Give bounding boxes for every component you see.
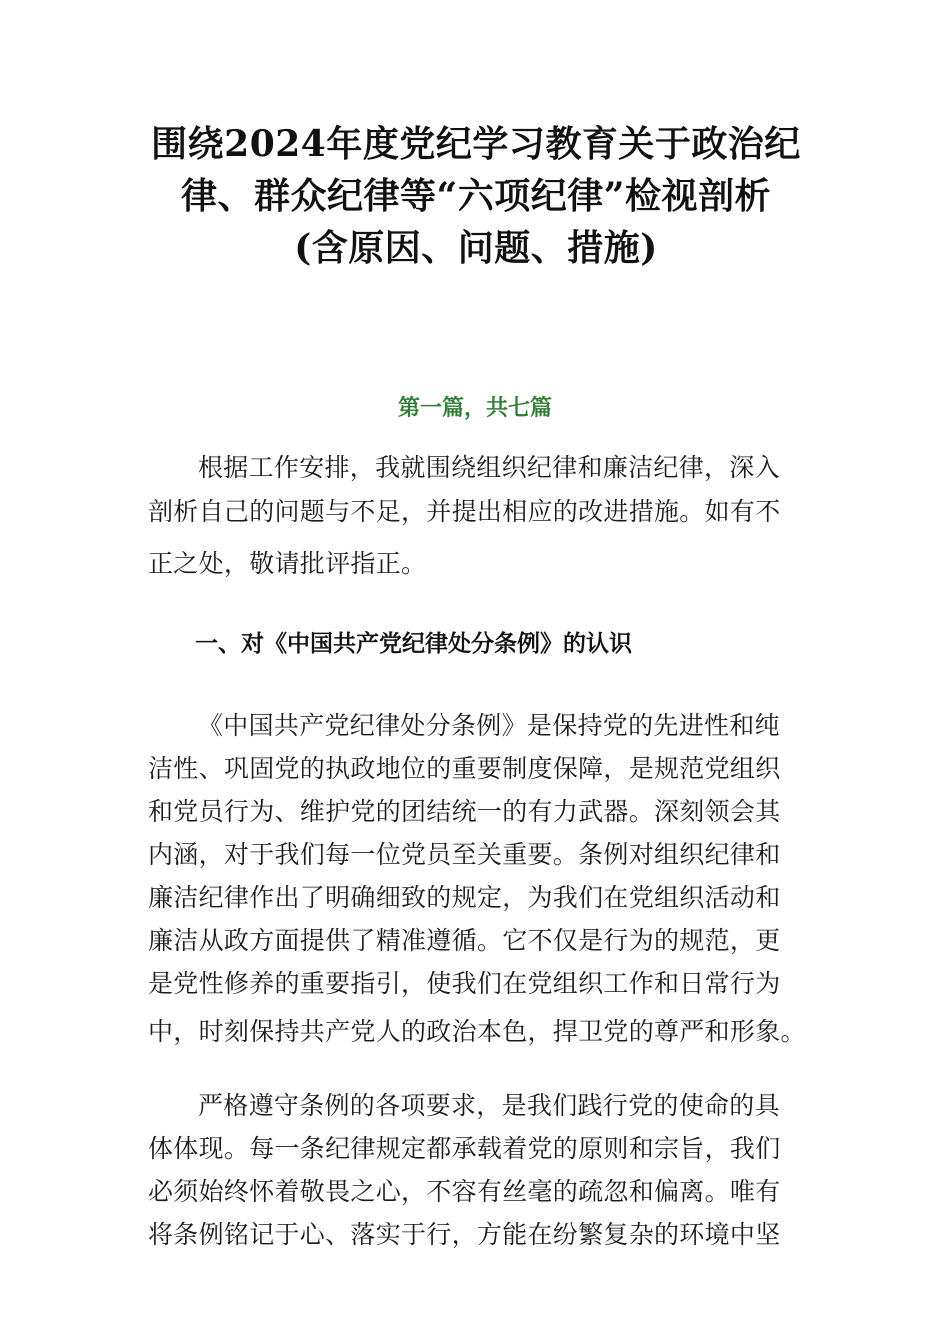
paragraph-line: 《中国共产党纪律处分条例》是保持党的先进性和纯 (198, 711, 780, 740)
document-title-line-2: 律、群众纪律等“六项纪律”检视剖析 (181, 175, 771, 217)
document-subtitle: 第一篇，共七篇 (397, 396, 552, 421)
paragraph-line: 洁性、巩固党的执政地位的重要制度保障，是规范党组织 (148, 754, 781, 783)
paragraph-line: 严格遵守条例的各项要求，是我们践行党的使命的具 (198, 1091, 780, 1120)
paragraph-line: 和党员行为、维护党的团结统一的有力武器。深刻领会其 (148, 797, 781, 826)
paragraph-line: 内涵，对于我们每一位党员至关重要。条例对组织纪律和 (148, 840, 781, 869)
paragraph-line: 廉洁纪律作出了明确细致的规定，为我们在党组织活动和 (148, 883, 781, 912)
document-title-line-1: 围绕2024年度党纪学习教育关于政治纪 (151, 123, 801, 165)
paragraph-line: 中，时刻保持共产党人的政治本色，捍卫党的尊严和形象。 (148, 1017, 806, 1046)
paragraph-line: 必须始终怀着敬畏之心，不容有丝毫的疏忽和偏离。唯有 (148, 1177, 781, 1206)
paragraph-line: 将条例铭记于心、落实于行，方能在纷繁复杂的环境中坚 (148, 1220, 781, 1249)
document-title-line-3: (含原因、问题、措施) (294, 227, 658, 269)
intro-line: 根据工作安排，我就围绕组织纪律和廉洁纪律，深入 (198, 453, 780, 482)
paragraph-line: 是党性修养的重要指引，使我们在党组织工作和日常行为 (148, 969, 781, 998)
intro-line: 剖析自己的问题与不足，并提出相应的改进措施。如有不 (148, 497, 781, 526)
intro-line: 正之处，敬请批评指正。 (148, 549, 427, 578)
paragraph-line: 体体现。每一条纪律规定都承载着党的原则和宗旨，我们 (148, 1134, 781, 1163)
paragraph-line: 廉洁从政方面提供了精准遵循。它不仅是行为的规范，更 (148, 926, 781, 955)
section-heading: 一、对《中国共产党纪律处分条例》的认识 (195, 631, 632, 657)
